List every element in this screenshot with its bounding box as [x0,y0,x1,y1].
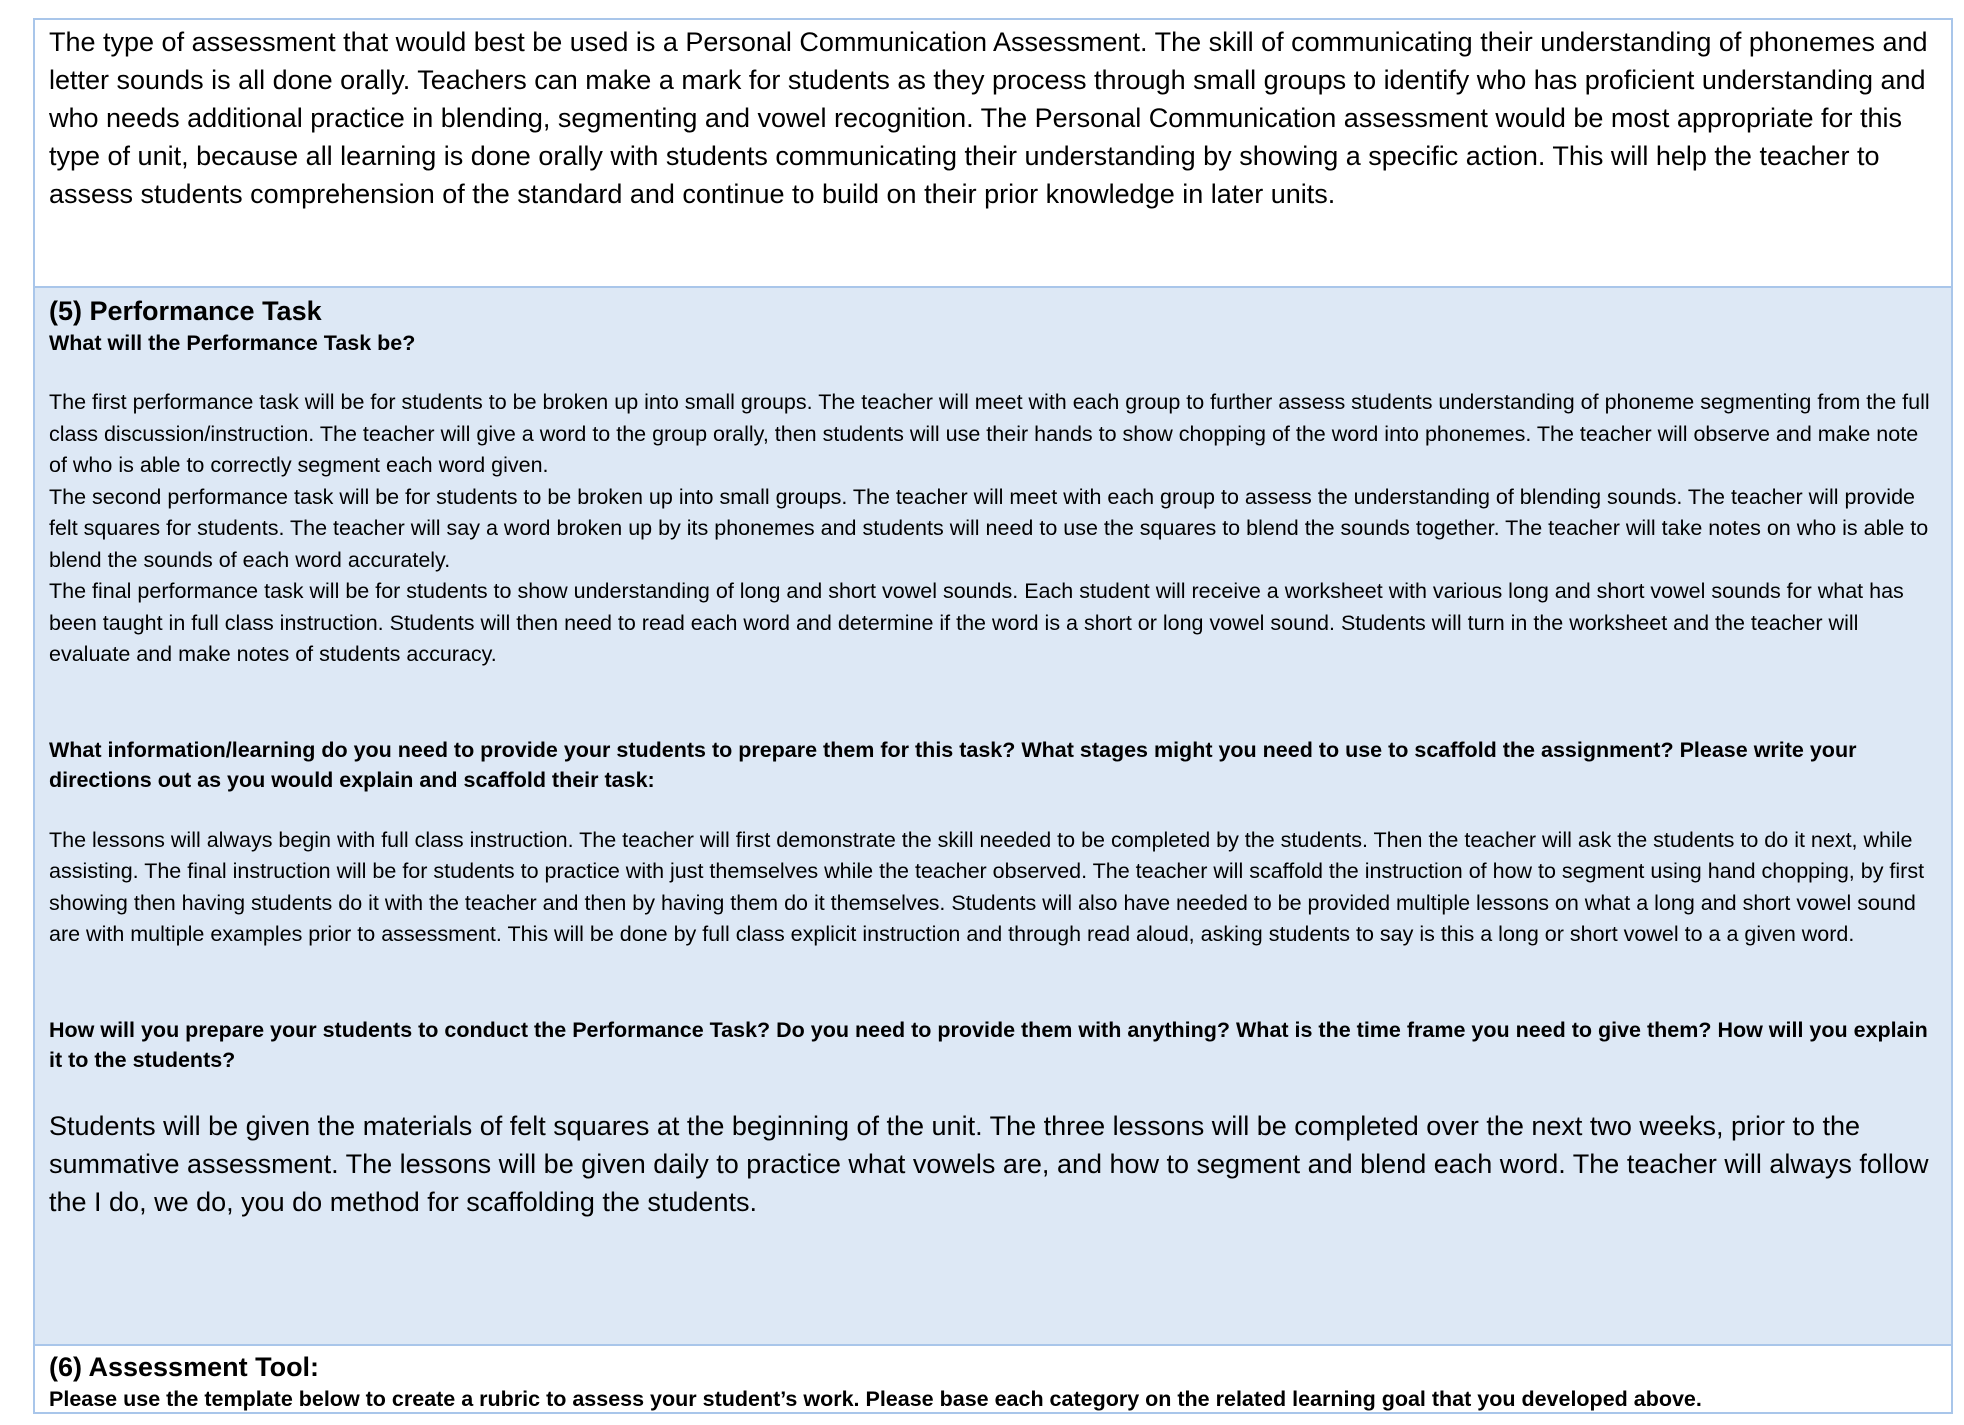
spacer [49,1075,1937,1107]
performance-task-question-3: How will you prepare your students to conduct the Performance Task? Do you need to provide them with anything? What is the time frame you need to give them? How will you explain it to the students? [49,1017,1928,1072]
spacer [49,795,1937,825]
spacer [49,358,1937,387]
performance-task-answer-3: Students will be given the materials of felt squares at the beginning of the unit. The three lessons will be completed over the next two weeks, prior to the summative assessment. The lessons will be given daily to practice what vowels are, and how to segment and blend each word. The teacher will always follow the I do, we do, you do method for scaffolding the students. [49,1110,1929,1217]
assessment-tool-instruction: Please use the template below to create a rubric to assess your student’s work. Please base each category on the related learning goal that you developed above. [49,1387,1702,1411]
performance-task-answer-2: The lessons will always begin with full class instruction. The teacher will first demonstrate the skill needed to be completed by the students. Then the teacher will ask the students to do it next, while assisting. The final instruction will be for students to practice with just themselves while the teacher observed. The teacher will scaffold the instruction of how to segment using hand chopping, by first showing then having students do it with the teacher and then by having them do it themselves. Students will also have needed to be provided multiple lessons on what a long and short vowel sound are with multiple examples prior to assessment. This will be done by full class explicit instruction and through read aloud, asking students to say is this a long or short vowel to a a given word. [49,827,1925,946]
assessment-tool-cell [35,1346,1951,1412]
document-table [33,18,1953,1414]
performance-task-cell [35,288,1951,1346]
spacer [49,671,1937,735]
task-paragraph-final: The final performance task will be for students to show understanding of long and short vowel sounds. Each student will receive a worksheet with various long and short vowel sounds for what has been taught in full class instruction. Students will then need to read each word and determine if the word is a short or long vowel sound. Students will turn in the worksheet and the teacher will evaluate and make notes of students accuracy. [49,579,1904,666]
performance-task-question-1: What will the Performance Task be? [49,331,416,355]
intro-paragraph: The type of assessment that would best be used is a Personal Communication Assessment. The skill of communicating their understanding of phonemes and letter sounds is all done orally. Teachers can make a mark for students as they process through small groups to identify who has proficient understanding and who needs additional practice in blending, segmenting and vowel recognition. The Personal Communication assessment would be most appropriate for this type of unit, because all learning is done orally with students communicating their understanding by showing a specific action. This will help the teacher to assess students comprehension of the standard and continue to build on their prior knowledge in later units. [49,27,1928,209]
task-paragraph-second: The second performance task will be for students to be broken up into small groups. The teacher will meet with each group to assess the understanding of blending sounds. The teacher will provide felt squares for students. The teacher will say a word broken up by its phonemes and students will need to use the squares to blend the sounds together. The teacher will take notes on who is able to blend the sounds of each word accurately. [49,484,1929,572]
performance-task-heading: (5) Performance Task [49,296,322,326]
assessment-tool-heading: (6) Assessment Tool: [49,1352,320,1382]
spacer [49,951,1937,1015]
task-paragraph-first: The first performance task will be for students to be broken up into small groups. The teacher will meet with each group to further assess students understanding of phoneme segmenting from the full class discussion/instruction. The teacher will give a word to the group orally, then students will use their hands to show chopping of the word into phonemes. The teacher will observe and make note of who is able to correctly segment each word given. [49,390,1930,477]
performance-task-question-2: What information/learning do you need to provide your students to prepare them for this task? What stages might you need to use to scaffold the assignment? Please write your directions out as you would explain and scaffold their task: [49,737,1857,792]
intro-cell [35,20,1951,288]
